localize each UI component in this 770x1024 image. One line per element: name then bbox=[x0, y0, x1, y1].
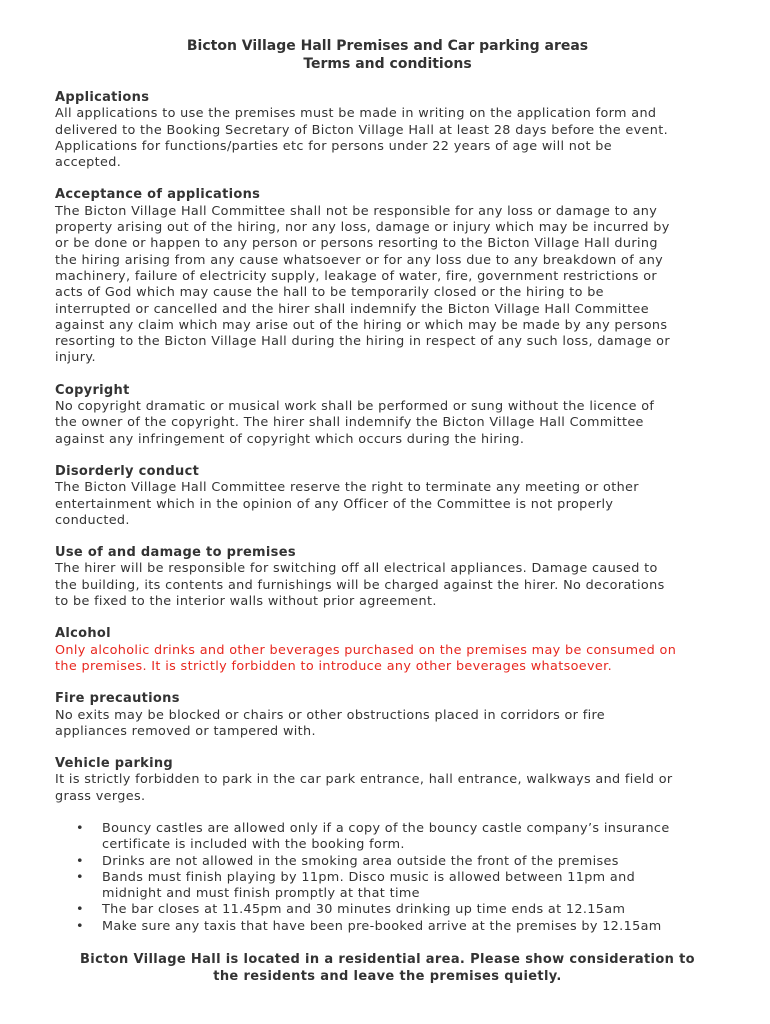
list-item bbox=[55, 821, 720, 854]
section-acceptance-of-applications bbox=[55, 187, 720, 366]
section-use-of-premises bbox=[55, 545, 720, 610]
alcohol-warning-text: Only alcoholic drinks and other beverages purchased on the premises may be consumed on the premises. It is strictly forbidden to introduce any other beverages whatsoever. bbox=[55, 642, 677, 674]
section-heading: Applications bbox=[55, 90, 150, 105]
bullet-icon: • bbox=[76, 869, 84, 885]
section-text: The Bicton Village Hall Committee shall not be responsible for any loss or damage to any property arising out of the hiring, nor any loss, damage or injury which may be incurred by or be done or happen to any person or persons resorting to the Bicton Village Hall during the hiring arising from any cause whatsoever or for any loss due to any breakdown of any machinery, failure of electricity supply, leakage of water, fire, government restrictions or acts of God which may cause the hall to be temporarily closed or the hiring to be interrupted or cancelled and the hirer shall indemnify the Bicton Village Hall Committee against any claim which may arise out of the hiring or which may be made by any persons resorting to the Bicton Village Hall during the hiring in respect of any such loss, damage or injury. bbox=[55, 203, 670, 366]
footer-notice: Bicton Village Hall is located in a residential area. Please show consideration to the residents and leave the premises quietly. bbox=[80, 952, 695, 985]
section-text: The Bicton Village Hall Committee reserve the right to terminate any meeting or other entertainment which in the opinion of any Officer of the Committee is not properly conducted. bbox=[55, 480, 639, 528]
list-item-text: Bouncy castles are allowed only if a copy of the bouncy castle company’s insurance certificate is included with the booking form. bbox=[102, 820, 670, 853]
section-applications bbox=[55, 90, 720, 171]
rules-bullet-list bbox=[55, 821, 720, 935]
section-disorderly-conduct bbox=[55, 464, 720, 529]
list-item-text: Bands must finish playing by 11pm. Disco music is allowed between 11pm and midnight and must finish promptly at that time bbox=[102, 869, 636, 902]
list-item bbox=[55, 902, 720, 918]
title-line-2: Terms and conditions bbox=[303, 56, 472, 72]
section-copyright bbox=[55, 383, 720, 448]
section-heading: Fire precautions bbox=[55, 691, 180, 707]
bullet-icon: • bbox=[76, 853, 84, 869]
list-item-text: The bar closes at 11.45pm and 30 minutes drinking up time ends at 12.15am bbox=[102, 902, 626, 918]
section-text: No exits may be blocked or chairs or other obstructions placed in corridors or fire appliances removed or tampered with. bbox=[55, 707, 606, 739]
list-item-text: Make sure any taxis that have been pre-booked arrive at the premises by 12.15am bbox=[102, 918, 662, 934]
section-heading: Acceptance of applications bbox=[55, 187, 261, 203]
section-heading: Disorderly conduct bbox=[55, 463, 200, 479]
list-item-text: Drinks are not allowed in the smoking area outside the front of the premises bbox=[102, 853, 619, 869]
document-page bbox=[55, 37, 720, 985]
section-fire-precautions bbox=[55, 691, 720, 740]
title-line-1: Bicton Village Hall Premises and Car parking areas bbox=[186, 38, 589, 54]
section-heading: Vehicle parking bbox=[55, 756, 174, 772]
document-title bbox=[55, 37, 720, 73]
list-item bbox=[55, 854, 720, 870]
bullet-icon: • bbox=[76, 918, 84, 934]
section-alcohol bbox=[55, 626, 720, 675]
section-vehicle-parking bbox=[55, 756, 720, 805]
section-text: The hirer will be responsible for switching off all electrical appliances. Damage caused to the building, its contents and furnishings will be charged against the hirer. No decorations to be fixed to the interior walls without prior agreement. bbox=[55, 561, 665, 610]
section-heading: Alcohol bbox=[55, 626, 111, 642]
bullet-icon: • bbox=[76, 820, 84, 836]
section-heading: Copyright bbox=[55, 382, 130, 398]
section-text: All applications to use the premises must be made in writing on the application form and delivered to the Booking Secretary of Bicton Village Hall at least 28 days before the event. Applications for functions/parties etc for persons under 22 years of age will not be accepted. bbox=[55, 106, 669, 171]
section-text: No copyright dramatic or musical work shall be performed or sung without the licence of the owner of the copyright. The hirer shall indemnify the Bicton Village Hall Committee against any infringement of copyright which occurs during the hiring. bbox=[55, 399, 655, 447]
list-item bbox=[55, 870, 720, 903]
section-text: It is strictly forbidden to park in the car park entrance, hall entrance, walkways and field or grass verges. bbox=[55, 772, 673, 804]
list-item bbox=[55, 919, 720, 935]
section-heading: Use of and damage to premises bbox=[55, 545, 296, 561]
bullet-icon: • bbox=[76, 902, 84, 918]
